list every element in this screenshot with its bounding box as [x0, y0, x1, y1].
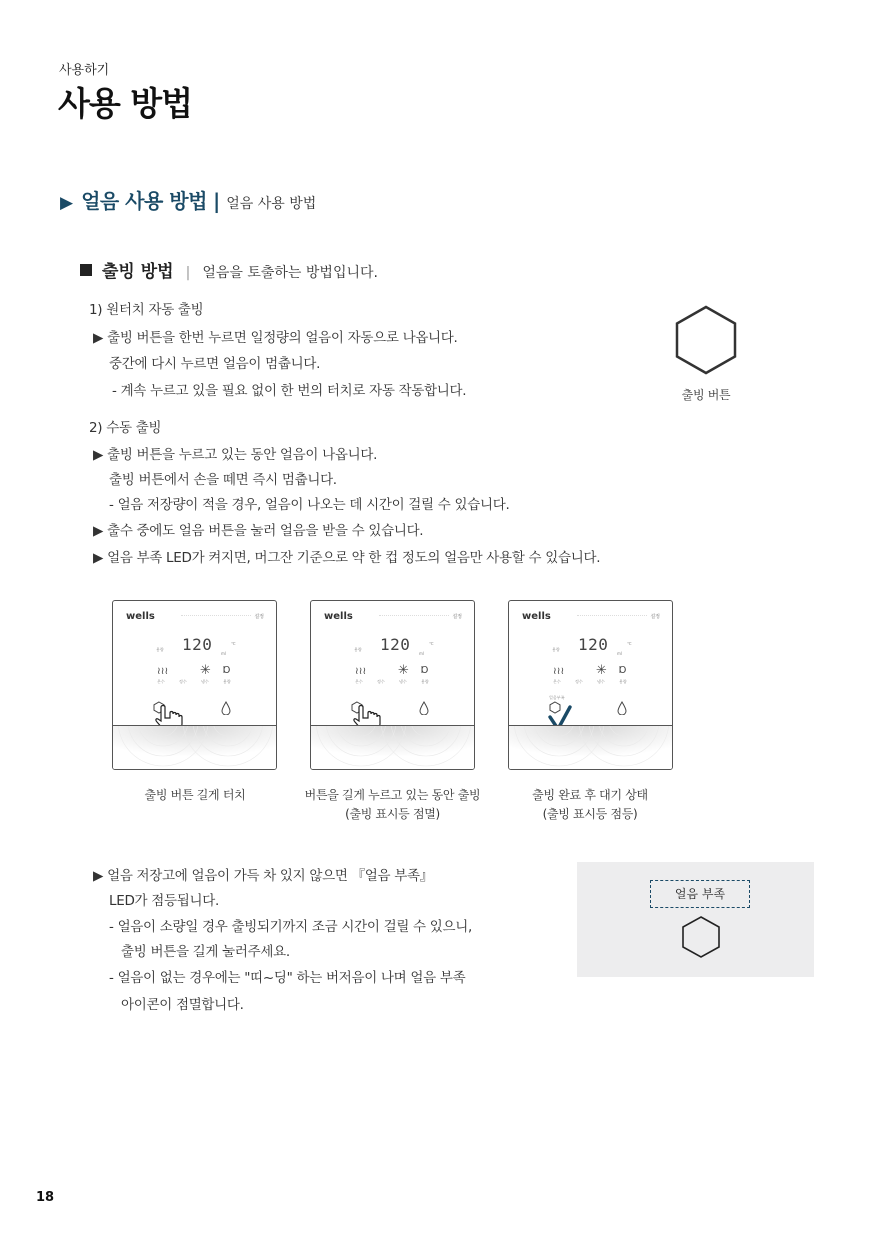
ice-shortage-label: 얼음 부족	[650, 880, 750, 908]
panel-bottom	[311, 725, 474, 770]
control-panel-3	[508, 600, 673, 770]
subsection-divider: |	[185, 265, 191, 281]
ice-button-hexagon-icon	[673, 304, 739, 376]
page-number: 18	[36, 1190, 55, 1205]
manual-line-1: ▶ 출빙 버튼을 누르고 있는 동안 얼음이 나옵니다.	[93, 447, 378, 463]
play-triangle-icon: ▶	[60, 193, 74, 213]
pure-label: 정수	[377, 679, 385, 684]
amount-label: 용량	[552, 647, 560, 652]
ice-button-caption: 출빙 버튼	[681, 388, 731, 402]
shortage-line-2: LED가 점등됩니다.	[109, 893, 219, 909]
settings-label: 설정	[452, 614, 462, 620]
cup-label: 용량	[223, 679, 231, 684]
ice-button-hexagon-icon	[681, 915, 721, 959]
cold-water-icon: ✳	[398, 663, 409, 678]
panel-3-caption: 출빙 완료 후 대기 상태	[532, 788, 648, 802]
shortage-line-4: 출빙 버튼을 길게 눌러주세요.	[121, 944, 290, 960]
cold-label: 냉수	[597, 679, 605, 684]
cup-icon: Ɒ	[619, 665, 627, 676]
brand-logo: wells	[126, 611, 155, 622]
panel-bottom	[113, 725, 276, 770]
panel-2-caption-sub: (출빙 표시등 점멸)	[345, 807, 440, 821]
panel-3-caption-sub: (출빙 표시등 점등)	[542, 807, 638, 821]
cup-label: 용량	[619, 679, 627, 684]
section-title: 얼음 사용 방법	[81, 189, 207, 213]
section-heading	[60, 185, 316, 214]
ice-shortage-illustration	[577, 862, 814, 977]
hot-water-icon: ≀≀≀	[553, 666, 565, 677]
manual-line-3: - 얼음 저장량이 적을 경우, 얼음이 나오는 데 시간이 걸릴 수 있습니다.	[109, 497, 510, 513]
hot-label: 온수	[355, 679, 363, 684]
panel-1-caption: 출빙 버튼 길게 터치	[144, 788, 246, 802]
pure-label: 정수	[179, 679, 187, 684]
volume-digits: 120	[182, 635, 213, 654]
panel-dots	[577, 615, 647, 620]
settings-label: 설정	[254, 614, 264, 620]
pure-label: 정수	[575, 679, 583, 684]
cup-label: 용량	[421, 679, 429, 684]
chapter-label: 사용하기	[59, 63, 110, 78]
cup-icon: Ɒ	[421, 665, 429, 676]
auto-heading: 1) 원터치 자동 출빙	[89, 302, 204, 318]
auto-line-2: 중간에 다시 누르면 얼음이 멈춥니다.	[109, 356, 321, 372]
panel-bottom	[509, 725, 672, 770]
auto-line-3: - 계속 누르고 있을 필요 없이 한 번의 터치로 자동 작동합니다.	[112, 383, 467, 399]
subsection-title: 출빙 방법	[102, 262, 174, 282]
ice-shortage-status-label: 얼음부족	[549, 695, 565, 700]
cold-water-icon: ✳	[596, 663, 607, 678]
shortage-line-6: 아이콘이 점멸합니다.	[121, 997, 244, 1013]
amount-label: 용량	[156, 647, 164, 652]
volume-digits: 120	[578, 635, 609, 654]
subsection-heading	[80, 257, 378, 282]
manual-line-4: ▶ 출수 중에도 얼음 버튼을 눌러 얼음을 받을 수 있습니다.	[93, 523, 424, 539]
section-subtitle: 얼음 사용 방법	[226, 196, 317, 212]
volume-unit: ml	[419, 651, 425, 656]
amount-label: 용량	[354, 647, 362, 652]
hot-water-icon: ≀≀≀	[355, 666, 367, 677]
control-panel-2	[310, 600, 475, 770]
manual-line-5: ▶ 얼음 부족 LED가 켜지면, 머그잔 기준으로 약 한 컵 정도의 얼음만 사용할 수 있습니다.	[93, 550, 601, 566]
brand-logo: wells	[522, 611, 551, 622]
cup-icon: Ɒ	[223, 665, 231, 676]
water-drop-icon[interactable]	[419, 701, 429, 715]
panel-dots	[181, 615, 251, 620]
hot-label: 온수	[553, 679, 561, 684]
volume-unit: ml	[221, 651, 227, 656]
manual-line-2: 출빙 버튼에서 손을 떼면 즉시 멈춥니다.	[109, 472, 337, 488]
settings-label: 설정	[650, 614, 660, 620]
section-divider: |	[212, 189, 221, 213]
cold-label: 냉수	[399, 679, 407, 684]
temp-unit: ℃	[429, 641, 434, 646]
temp-unit: ℃	[231, 641, 236, 646]
cold-water-icon: ✳	[200, 663, 211, 678]
water-drop-icon[interactable]	[617, 701, 627, 715]
shortage-line-3: - 얼음이 소량일 경우 출빙되기까지 조금 시간이 걸릴 수 있으니,	[109, 919, 473, 935]
shortage-line-1: ▶ 얼음 저장고에 얼음이 가득 차 있지 않으면 『얼음 부족』	[93, 868, 433, 884]
panel-texture	[311, 726, 474, 770]
water-drop-icon[interactable]	[221, 701, 231, 715]
volume-unit: ml	[617, 651, 623, 656]
auto-line-1: ▶ 출빙 버튼을 한번 누르면 일정량의 얼음이 자동으로 나옵니다.	[93, 330, 458, 346]
hot-label: 온수	[157, 679, 165, 684]
shortage-line-5: - 얼음이 없는 경우에는 "띠~딩" 하는 버저음이 나며 얼음 부족	[109, 970, 466, 986]
cold-label: 냉수	[201, 679, 209, 684]
panel-2-caption: 버튼을 길게 누르고 있는 동안 출빙	[304, 788, 481, 802]
temp-unit: ℃	[627, 641, 632, 646]
control-panel-1	[112, 600, 277, 770]
brand-logo: wells	[324, 611, 353, 622]
page-title: 사용 방법	[58, 84, 193, 123]
volume-digits: 120	[380, 635, 411, 654]
panel-dots	[379, 615, 449, 620]
panel-texture	[113, 726, 276, 770]
hot-water-icon: ≀≀≀	[157, 666, 169, 677]
panel-texture	[509, 726, 672, 770]
manual-heading: 2) 수동 출빙	[89, 420, 162, 436]
subsection-desc: 얼음을 토출하는 방법입니다.	[202, 265, 378, 281]
square-bullet-icon	[80, 264, 92, 276]
